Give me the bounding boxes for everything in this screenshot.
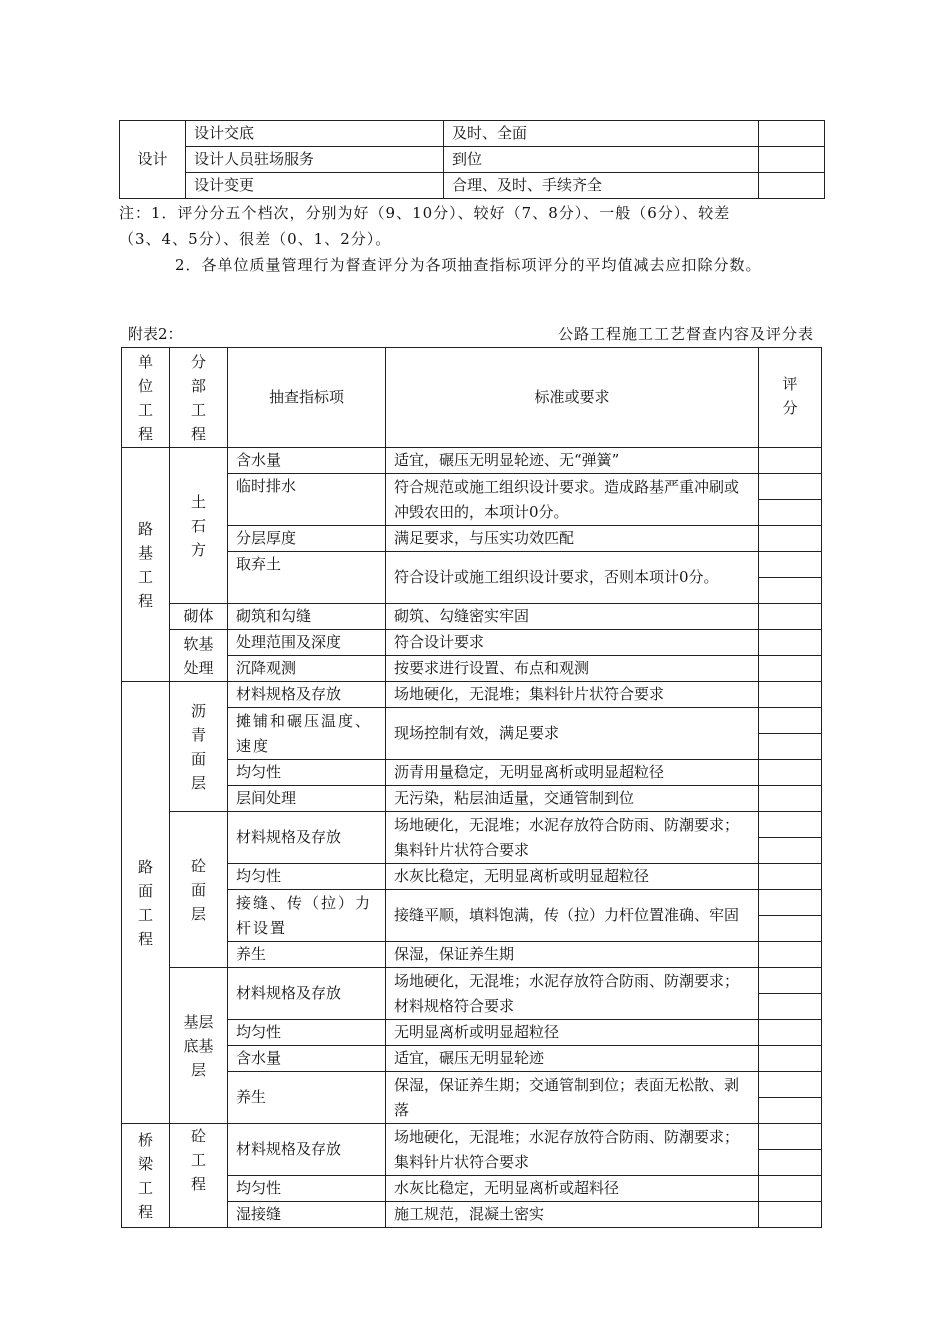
sub-softbase: 软基 处理 [170,630,228,682]
req-cell: 满足要求，与压实功效匹配 [386,526,759,552]
score-cell [759,1176,822,1202]
score-cell [759,838,822,864]
item-cell: 材料规格及存放 [228,1124,386,1176]
req-cell: 按要求进行设置、布点和观测 [386,656,759,682]
req-cell: 无明显离析或明显超粒径 [386,1020,759,1046]
item-cell: 临时排水 [228,474,386,526]
req-cell: 符合规范或施工组织设计要求。造成路基严重冲刷或冲毁农田的，本项计0分。 [386,474,759,526]
score-cell [759,708,822,734]
sub-masonry: 砌体 [170,604,228,630]
score-cell [759,474,822,500]
unit-roadbed: 路 基 工 程 [122,448,170,682]
item-cell: 材料规格及存放 [228,968,386,1020]
item-cell: 摊铺和碾压温度、速度 [228,708,386,760]
design-table [119,120,825,199]
sub-bridge-concrete: 砼 工 程 [170,1124,228,1228]
note-line-3: 2．各单位质量管理行为督查评分为各项抽查指标项评分的平均值减去应扣除分数。 [175,256,762,274]
score-cell [759,173,825,199]
score-cell [759,121,825,147]
req-cell: 场地硬化，无混堆；水泥存放符合防雨、防潮要求；材料规格符合要求 [386,968,759,1020]
header-sub: 分 部 工 程 [170,348,228,448]
note-line-1: 注：1．评分分五个档次，分别为好（9、10分）、较好（7、8分）、一般（6分）、较差 [119,204,731,222]
score-cell [759,734,822,760]
item-cell: 取弃土 [228,552,386,604]
req-cell: 符合设计要求 [386,630,759,656]
score-cell [759,890,822,916]
req-cell: 适宜，碾压无明显轮迹、无“弹簧” [386,448,759,474]
req-cell: 沥青用量稳定，无明显离析或明显超粒径 [386,760,759,786]
item-cell: 分层厚度 [228,526,386,552]
req-cell: 保湿，保证养生期 [386,942,759,968]
notes [119,200,864,278]
req-cell: 水灰比稳定，无明显离析或明显超粒径 [386,864,759,890]
score-cell [759,1072,822,1098]
item-cell: 均匀性 [228,760,386,786]
item-cell: 均匀性 [228,1020,386,1046]
header-item: 抽查指标项 [228,348,386,448]
score-cell [759,942,822,968]
req-cell: 无污染，粘层油适量，交通管制到位 [386,786,759,812]
req-cell: 及时、全面 [444,121,759,147]
item-cell: 均匀性 [228,1176,386,1202]
score-cell [759,604,822,630]
req-cell: 水灰比稳定，无明显离析或超料径 [386,1176,759,1202]
req-cell: 符合设计或施工组织设计要求，否则本项计0分。 [386,552,759,604]
item-cell: 层间处理 [228,786,386,812]
table-title: 公路工程施工工艺督查内容及评分表 [557,325,814,343]
item-cell: 砌筑和勾缝 [228,604,386,630]
req-cell: 场地硬化，无混堆；水泥存放符合防雨、防潮要求；集料针片状符合要求 [386,1124,759,1176]
score-cell [759,578,822,604]
item-cell: 处理范围及深度 [228,630,386,656]
item-cell: 养生 [228,942,386,968]
score-cell [759,147,825,173]
sub-asphalt: 沥 青 面 层 [170,682,228,812]
score-cell [759,812,822,838]
score-cell [759,656,822,682]
item-cell: 均匀性 [228,864,386,890]
req-cell: 场地硬化，无混堆；水泥存放符合防雨、防潮要求；集料针片状符合要求 [386,812,759,864]
req-cell: 砌筑、勾缝密实牢固 [386,604,759,630]
req-cell: 合理、及时、手续齐全 [444,173,759,199]
item-cell: 湿接缝 [228,1202,386,1228]
score-cell [759,552,822,578]
score-cell [759,448,822,474]
unit-design: 设计 [120,121,186,199]
req-cell: 施工规范，混凝土密实 [386,1202,759,1228]
req-cell: 接缝平顺，填料饱满，传（拉）力杆位置准确、牢固 [386,890,759,942]
score-cell [759,1046,822,1072]
inspection-table [121,347,822,1228]
req-cell: 现场控制有效，满足要求 [386,708,759,760]
item-cell: 材料规格及存放 [228,812,386,864]
sub-base: 基层 底基 层 [170,968,228,1124]
score-cell [759,500,822,526]
note-line-2: （3、4、5分）、很差（0、1、2分）。 [119,230,392,248]
score-cell [759,526,822,552]
item-cell: 含水量 [228,1046,386,1072]
item-cell: 设计人员驻场服务 [186,147,444,173]
score-cell [759,864,822,890]
item-cell: 含水量 [228,448,386,474]
item-cell: 材料规格及存放 [228,682,386,708]
req-cell: 场地硬化，无混堆；集料针片状符合要求 [386,682,759,708]
score-cell [759,1124,822,1150]
score-cell [759,1098,822,1124]
req-cell: 到位 [444,147,759,173]
score-cell [759,760,822,786]
score-cell [759,968,822,994]
score-cell [759,786,822,812]
score-cell [759,916,822,942]
header-unit: 单 位 工 程 [122,348,170,448]
sub-earthwork: 土 石 方 [170,448,228,604]
req-cell: 保湿，保证养生期；交通管制到位；表面无松散、剥落 [386,1072,759,1124]
score-cell [759,994,822,1020]
appendix-label: 附表2： [128,325,183,343]
score-cell [759,682,822,708]
sub-concrete: 砼 面 层 [170,812,228,968]
unit-bridge: 桥 梁 工 程 [122,1124,170,1228]
score-cell [759,1202,822,1228]
score-cell [759,1150,822,1176]
item-cell: 设计交底 [186,121,444,147]
header-req: 标准或要求 [386,348,759,448]
item-cell: 沉降观测 [228,656,386,682]
item-cell: 养生 [228,1072,386,1124]
unit-pavement: 路 面 工 程 [122,682,170,1124]
score-cell [759,630,822,656]
item-cell: 接缝、传（拉）力杆设置 [228,890,386,942]
header-score: 评 分 [759,348,822,448]
score-cell [759,1020,822,1046]
req-cell: 适宜，碾压无明显轮迹 [386,1046,759,1072]
item-cell: 设计变更 [186,173,444,199]
